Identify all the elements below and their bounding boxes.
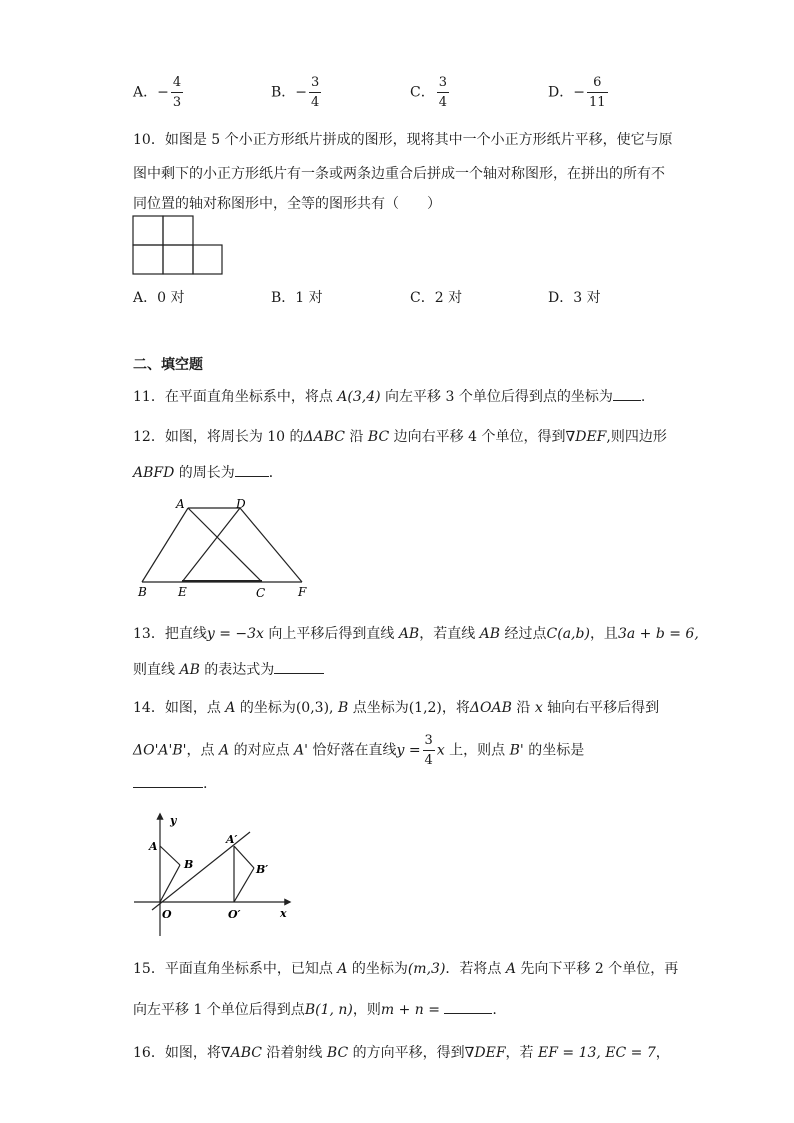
label-e: E [178,585,187,599]
q13-line-1: 13．把直线y = −3x 向上平移后得到直线 AB，若直线 AB 经过点C(a,b)，且3a + b = 6, [133,626,699,642]
q11: 11．在平面直角坐标系中，将点 A(3,4) 向左平移 3 个单位后得到点的坐标为 . [133,389,646,405]
q10-option-c: C．2 对 [410,290,463,306]
label-f: F [298,585,307,599]
q12-figure [132,496,317,600]
answer-blank[interactable] [133,775,203,788]
segment-ab [142,508,188,582]
answer-blank[interactable] [235,464,269,477]
square-5 [193,245,222,274]
q13-line-2: 则直线 AB 的表达式为 [133,659,324,679]
label-a: A [149,840,158,853]
square-1 [133,216,163,245]
label-y: y [170,814,177,827]
q9-option-b: B．− $\frac{3}{4}$ [271,75,320,110]
label-b: B [138,585,147,599]
segment-ab [160,846,180,865]
label-a-prime: A′ [226,833,238,846]
label-b: B [184,858,194,871]
q14-line-2: ΔO'A'B'，点 A 的对应点 A' 恰好落在直线y = $\frac{3}{4}$ x 上，则点 B' 的坐标是 [133,733,585,768]
section-title: 二、填空题 [133,357,203,373]
segment-b-prime-o-prime [234,868,254,902]
q16-line-1: 16．如图，将∇ABC 沿着射线 BC 的方向平移，得到∇DEF，若 EF = 13, EC = 7， [133,1045,670,1061]
q10-option-d: D．3 对 [548,290,601,306]
label-c: C [256,586,266,600]
q12-line-1: 12．如图，将周长为 10 的ΔABC 沿 BC 边向右平移 4 个单位，得到∇DEF,则四边形 [133,429,667,445]
answer-blank[interactable] [274,661,324,674]
segment-a-prime-b-prime [234,846,254,868]
q10-option-b: B．1 对 [271,290,323,306]
segment-bo [160,865,180,902]
q10-line-1: 10．如图是 5 个小正方形纸片拼成的图形，现将其中一个小正方形纸片平移，使它与原 [133,132,673,148]
label-o-prime: O′ [228,908,241,921]
q10-line-2: 图中剩下的小正方形纸片有一条或两条边重合后拼成一个轴对称图形，在拼出的所有不 [133,166,665,182]
square-2 [163,216,193,245]
q14-line-3: . [133,775,207,792]
q10-square-figure [132,215,224,275]
q14-line-1: 14．如图，点 A 的坐标为(0,3), B 点坐标为(1,2)，将ΔOAB 沿 x 轴向右平移后得到 [133,700,660,716]
square-3 [133,245,163,274]
square-4 [163,245,193,274]
q14-coordinate-figure [130,810,295,940]
q15-line-2: 向左平移 1 个单位后得到点B(1, n)，则m + n = . [133,1002,497,1018]
answer-blank[interactable] [444,1001,492,1014]
q9-option-d: D．− $\frac{6}{11}$ [548,75,606,110]
q9-option-a: A．− $\frac{4}{3}$ [133,75,182,110]
segment-df [240,508,302,582]
label-b-prime: B′ [256,863,269,876]
q9-option-c: C． $\frac{3}{4}$ [410,75,447,110]
q10-option-a: A．0 对 [133,290,185,306]
answer-blank[interactable] [613,388,641,401]
q15-line-1: 15．平面直角坐标系中，已知点 A 的坐标为(m,3)．若将点 A 先向下平移 2 个单位，再 [133,961,679,977]
label-o: O [162,908,172,921]
label-x: x [280,907,287,920]
segment-de [182,508,240,582]
q10-line-3: 同位置的轴对称图形中，全等的图形共有（ ） [133,196,441,212]
label-d: D [236,497,246,511]
segment-ac [188,508,262,582]
q12-line-2: ABFD 的周长为 ． [133,465,283,481]
label-a: A [176,497,185,511]
